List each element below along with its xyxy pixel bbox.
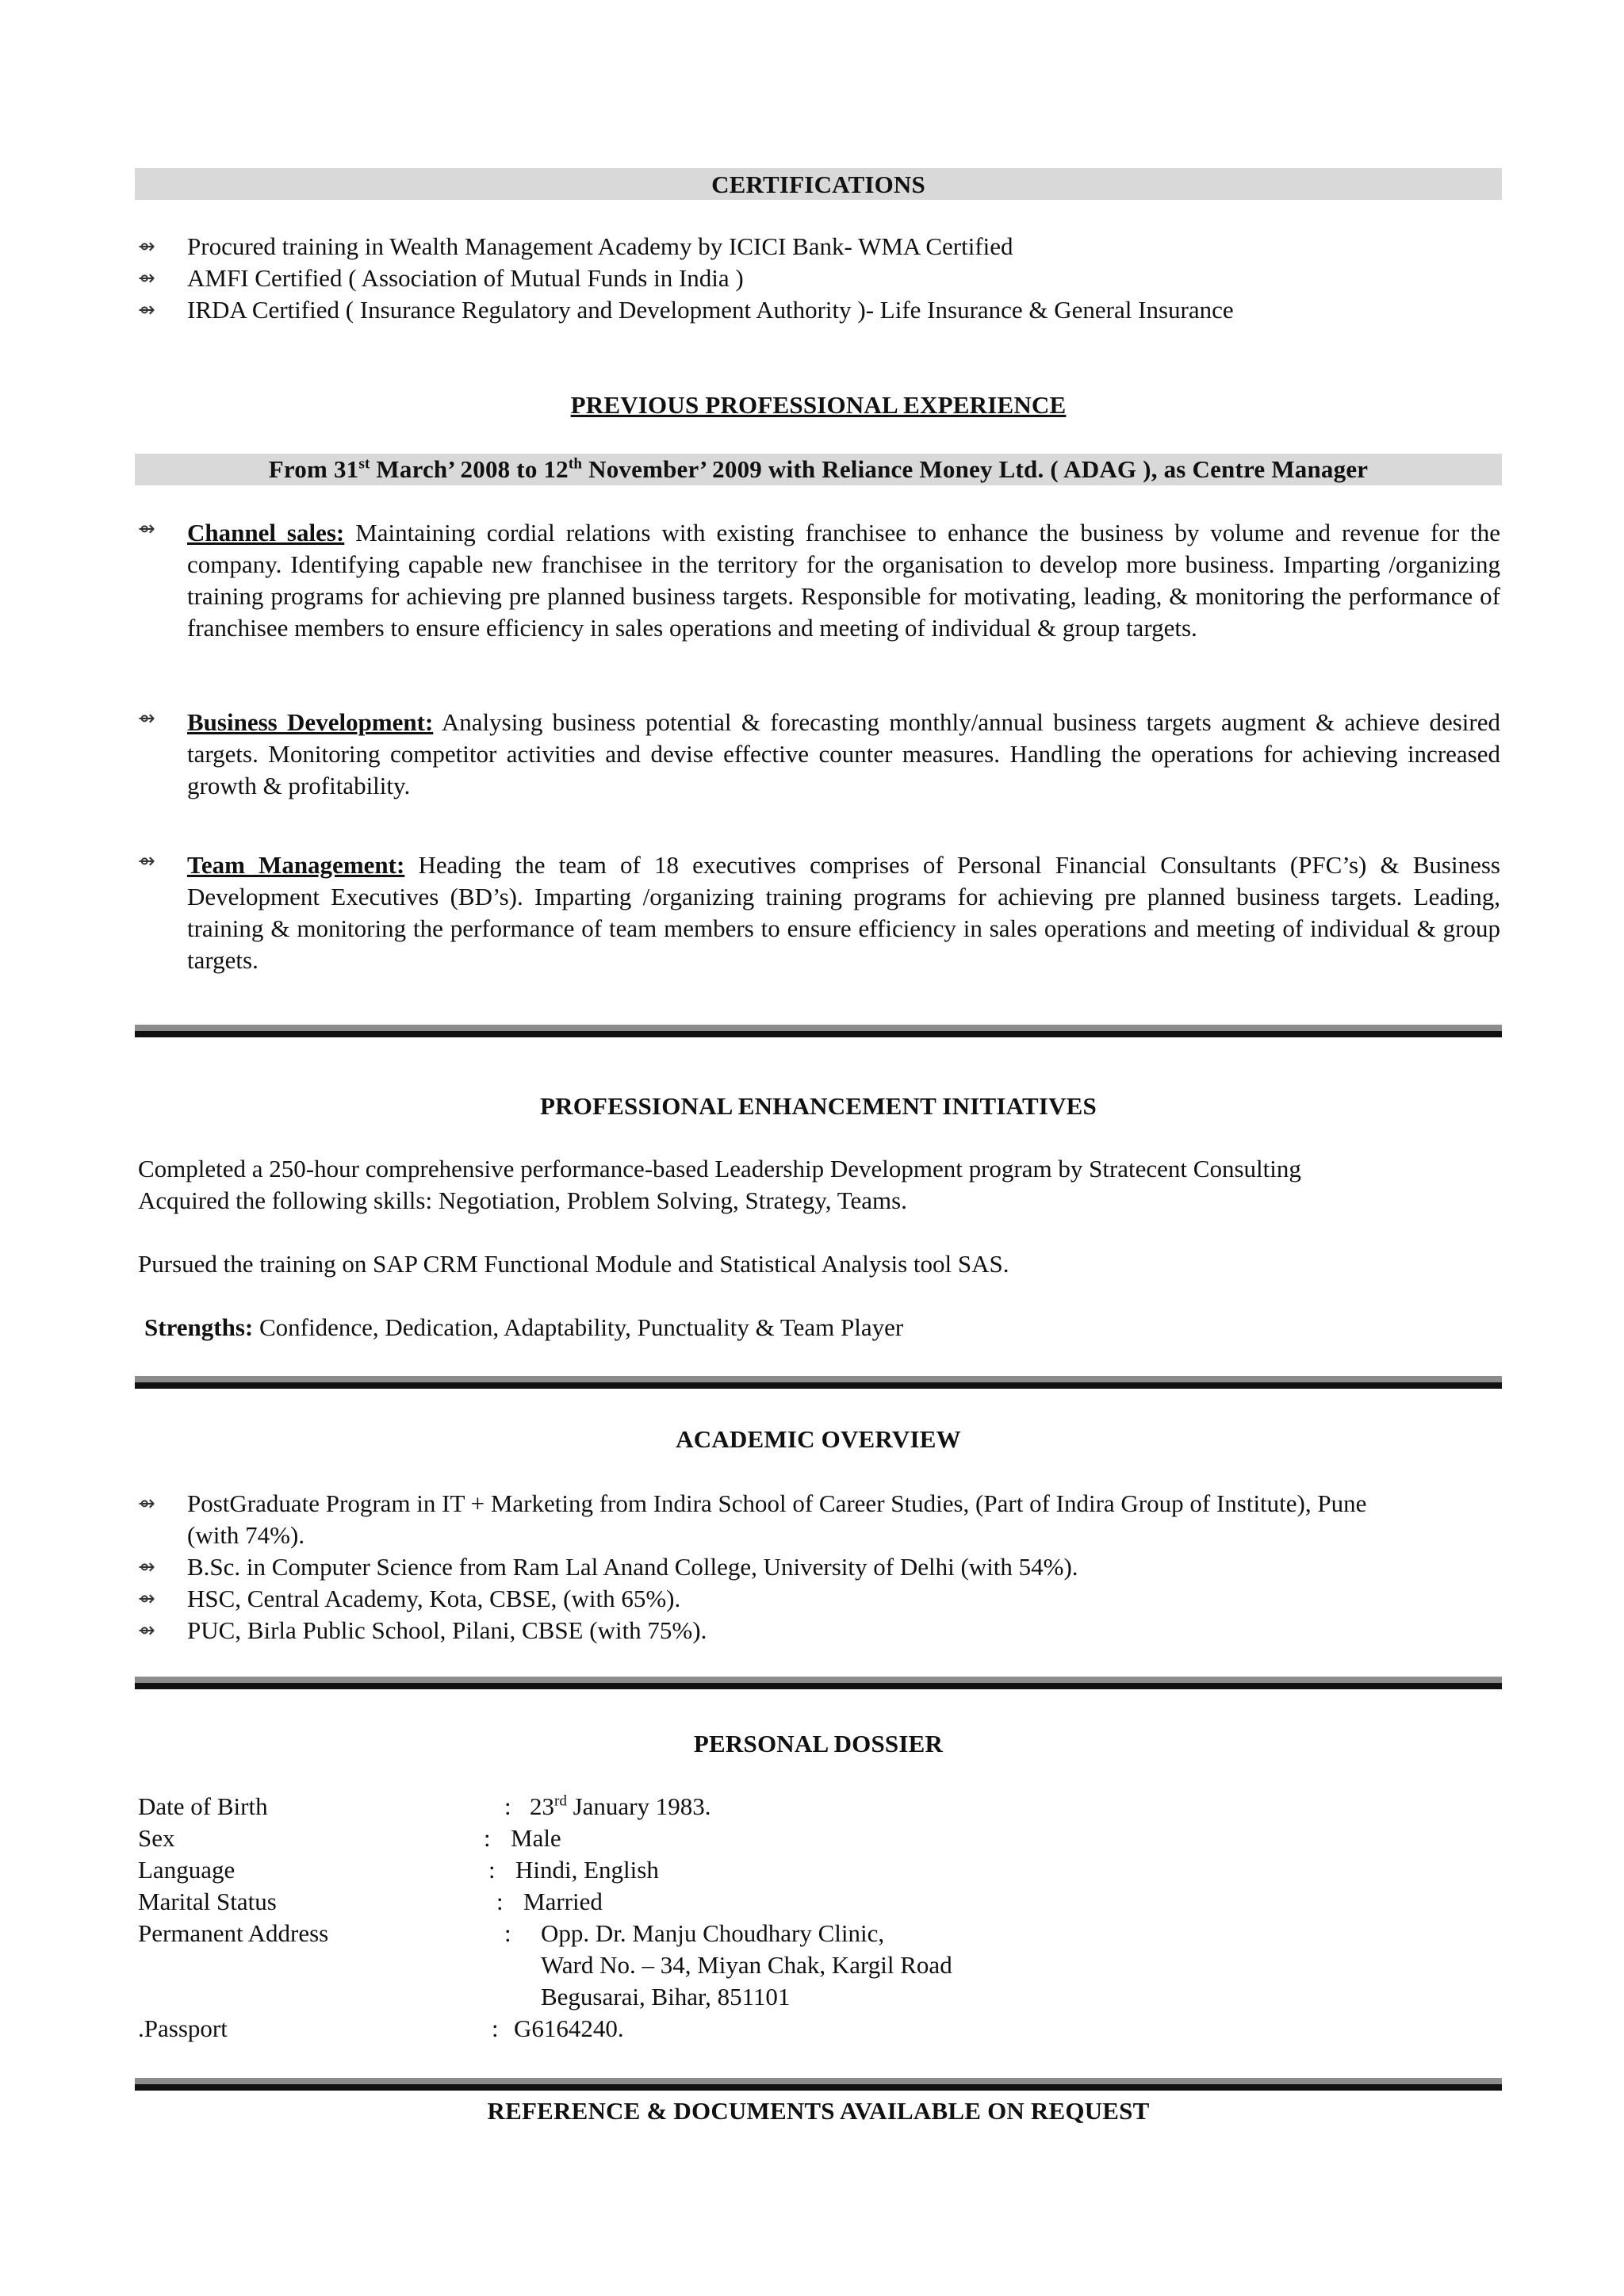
footer-note: REFERENCE & DOCUMENTS AVAILABLE ON REQUEST bbox=[487, 2097, 1150, 2125]
academic-title: ACADEMIC OVERVIEW bbox=[676, 1425, 961, 1453]
language-label: Language bbox=[138, 1856, 236, 1884]
dob-label: Date of Birth bbox=[138, 1792, 268, 1820]
team-management-label: Team Management: bbox=[187, 851, 405, 879]
address-label: Permanent Address bbox=[138, 1919, 329, 1947]
channel-sales-label: Channel sales: bbox=[187, 519, 345, 546]
dossier-row-address bbox=[138, 1918, 1502, 2013]
experience-banner: From 31st March’ 2008 to 12th November’ 2009 with Reliance Money Ltd. ( ADAG ), as Centre Manager bbox=[268, 455, 1369, 483]
list-item: ⇴ Procured training in Wealth Management Academy by ICICI Bank- WMA Certified bbox=[135, 231, 1502, 263]
business-development-label: Business Development: bbox=[187, 708, 434, 736]
list-item: ⇴ PUC, Birla Public School, Pilani, CBSE (with 75%). bbox=[135, 1615, 1372, 1646]
section-divider bbox=[135, 1376, 1502, 1390]
arrow-bullet-icon: ⇴ bbox=[138, 1587, 155, 1611]
certifications-title: CERTIFICATIONS bbox=[711, 171, 925, 198]
strengths-label: Strengths: bbox=[144, 1313, 254, 1341]
dossier-table bbox=[138, 1791, 1502, 2045]
sex-label: Sex bbox=[138, 1824, 175, 1852]
dossier-row-language bbox=[138, 1854, 1502, 1886]
team-management-paragraph: Team Management: Heading the team of 18 executives comprises of Personal Financial Consultants (PFC’s) & Business Development Executives (BD’s). Imparting /organizing training programs for achieving pre planned business targets. Leading, training & monitoring the performance of team members to ensure efficiency in sales operations and meeting of individual & group targets. bbox=[187, 851, 1500, 974]
marital-label: Marital Status bbox=[138, 1888, 277, 1915]
certifications-list bbox=[135, 231, 1502, 326]
arrow-bullet-icon: ⇴ bbox=[138, 1619, 155, 1642]
arrow-bullet-icon: ⇴ bbox=[138, 235, 155, 259]
enhancement-title: PROFESSIONAL ENHANCEMENT INITIATIVES bbox=[540, 1092, 1097, 1120]
arrow-bullet-icon: ⇴ bbox=[138, 517, 155, 541]
address-value: Opp. Dr. Manju Choudhary Clinic, Ward No. – 34, Miyan Chak, Kargil Road Begusarai, Bihar, 851101 bbox=[541, 1919, 952, 2010]
section-divider bbox=[135, 2078, 1502, 2092]
marital-colon: : bbox=[496, 1888, 504, 1915]
list-item: ⇴ IRDA Certified ( Insurance Regulatory and Development Authority )- Life Insurance & General Insurance bbox=[135, 294, 1502, 326]
list-item: ⇴ AMFI Certified ( Association of Mutual Funds in India ) bbox=[135, 263, 1502, 294]
dob-colon: : bbox=[504, 1792, 511, 1820]
marital-value: Married bbox=[523, 1888, 603, 1915]
arrow-bullet-icon: ⇴ bbox=[138, 266, 155, 290]
dossier-row-passport bbox=[138, 2013, 1502, 2045]
dossier-row-dob bbox=[138, 1791, 1502, 1823]
enhancement-line-2: Acquired the following skills: Negotiation, Problem Solving, Strategy, Teams. bbox=[138, 1186, 907, 1214]
passport-label: .Passport bbox=[138, 2014, 228, 2042]
arrow-bullet-icon: ⇴ bbox=[138, 849, 155, 873]
dossier-row-sex bbox=[138, 1823, 1502, 1854]
list-item: ⇴ B.Sc. in Computer Science from Ram Lal Anand College, University of Delhi (with 54%). bbox=[135, 1551, 1372, 1583]
dossier-title: PERSONAL DOSSIER bbox=[693, 1730, 944, 1757]
experience-title: PREVIOUS PROFESSIONAL EXPERIENCE bbox=[570, 391, 1067, 419]
strengths-line: Strengths: Confidence, Dedication, Adaptability, Punctuality & Team Player bbox=[144, 1313, 904, 1341]
sex-colon: : bbox=[484, 1824, 491, 1852]
sex-value: Male bbox=[511, 1824, 561, 1852]
passport-value: G6164240. bbox=[514, 2014, 624, 2042]
dossier-row-marital bbox=[138, 1886, 1502, 1918]
dob-value: 23rd January 1983. bbox=[530, 1792, 711, 1820]
business-development-paragraph: Business Development: Analysing business potential & forecasting monthly/annual business targets augment & achieve desired targets. Monitoring competitor activities and devise effective counter measures. Handling the operations for achieving increased growth & profitability. bbox=[187, 708, 1500, 799]
address-colon: : bbox=[504, 1919, 511, 1947]
arrow-bullet-icon: ⇴ bbox=[138, 298, 155, 322]
section-divider bbox=[135, 1025, 1502, 1039]
passport-colon: : bbox=[492, 2014, 499, 2042]
enhancement-line-1: Completed a 250-hour comprehensive performance-based Leadership Development program by Stratecent Consulting bbox=[138, 1155, 1301, 1182]
language-value: Hindi, English bbox=[515, 1856, 659, 1884]
list-item: ⇴ PostGraduate Program in IT + Marketing from Indira School of Career Studies, (Part of Indira Group of Institute), Pune (with 74%). bbox=[138, 1489, 1367, 1549]
enhancement-line-3: Pursued the training on SAP CRM Functional Module and Statistical Analysis tool SAS. bbox=[138, 1250, 1009, 1278]
arrow-bullet-icon: ⇴ bbox=[138, 1492, 155, 1516]
academic-list bbox=[135, 1488, 1372, 1646]
arrow-bullet-icon: ⇴ bbox=[138, 1555, 155, 1579]
arrow-bullet-icon: ⇴ bbox=[138, 707, 155, 730]
list-item: ⇴ HSC, Central Academy, Kota, CBSE, (with 65%). bbox=[135, 1583, 1372, 1615]
language-colon: : bbox=[488, 1856, 496, 1884]
section-divider bbox=[135, 1677, 1502, 1691]
channel-sales-paragraph: Channel sales: Maintaining cordial relations with existing franchisee to enhance the business by volume and revenue for the company. Identifying capable new franchisee in the territory for the organisation to develop more business. Imparting /organizing training programs for achieving pre planned business targets. Responsible for motivating, leading, & monitoring the performance of franchisee members to ensure efficiency in sales operations and meeting of individual & group targets. bbox=[187, 519, 1500, 642]
